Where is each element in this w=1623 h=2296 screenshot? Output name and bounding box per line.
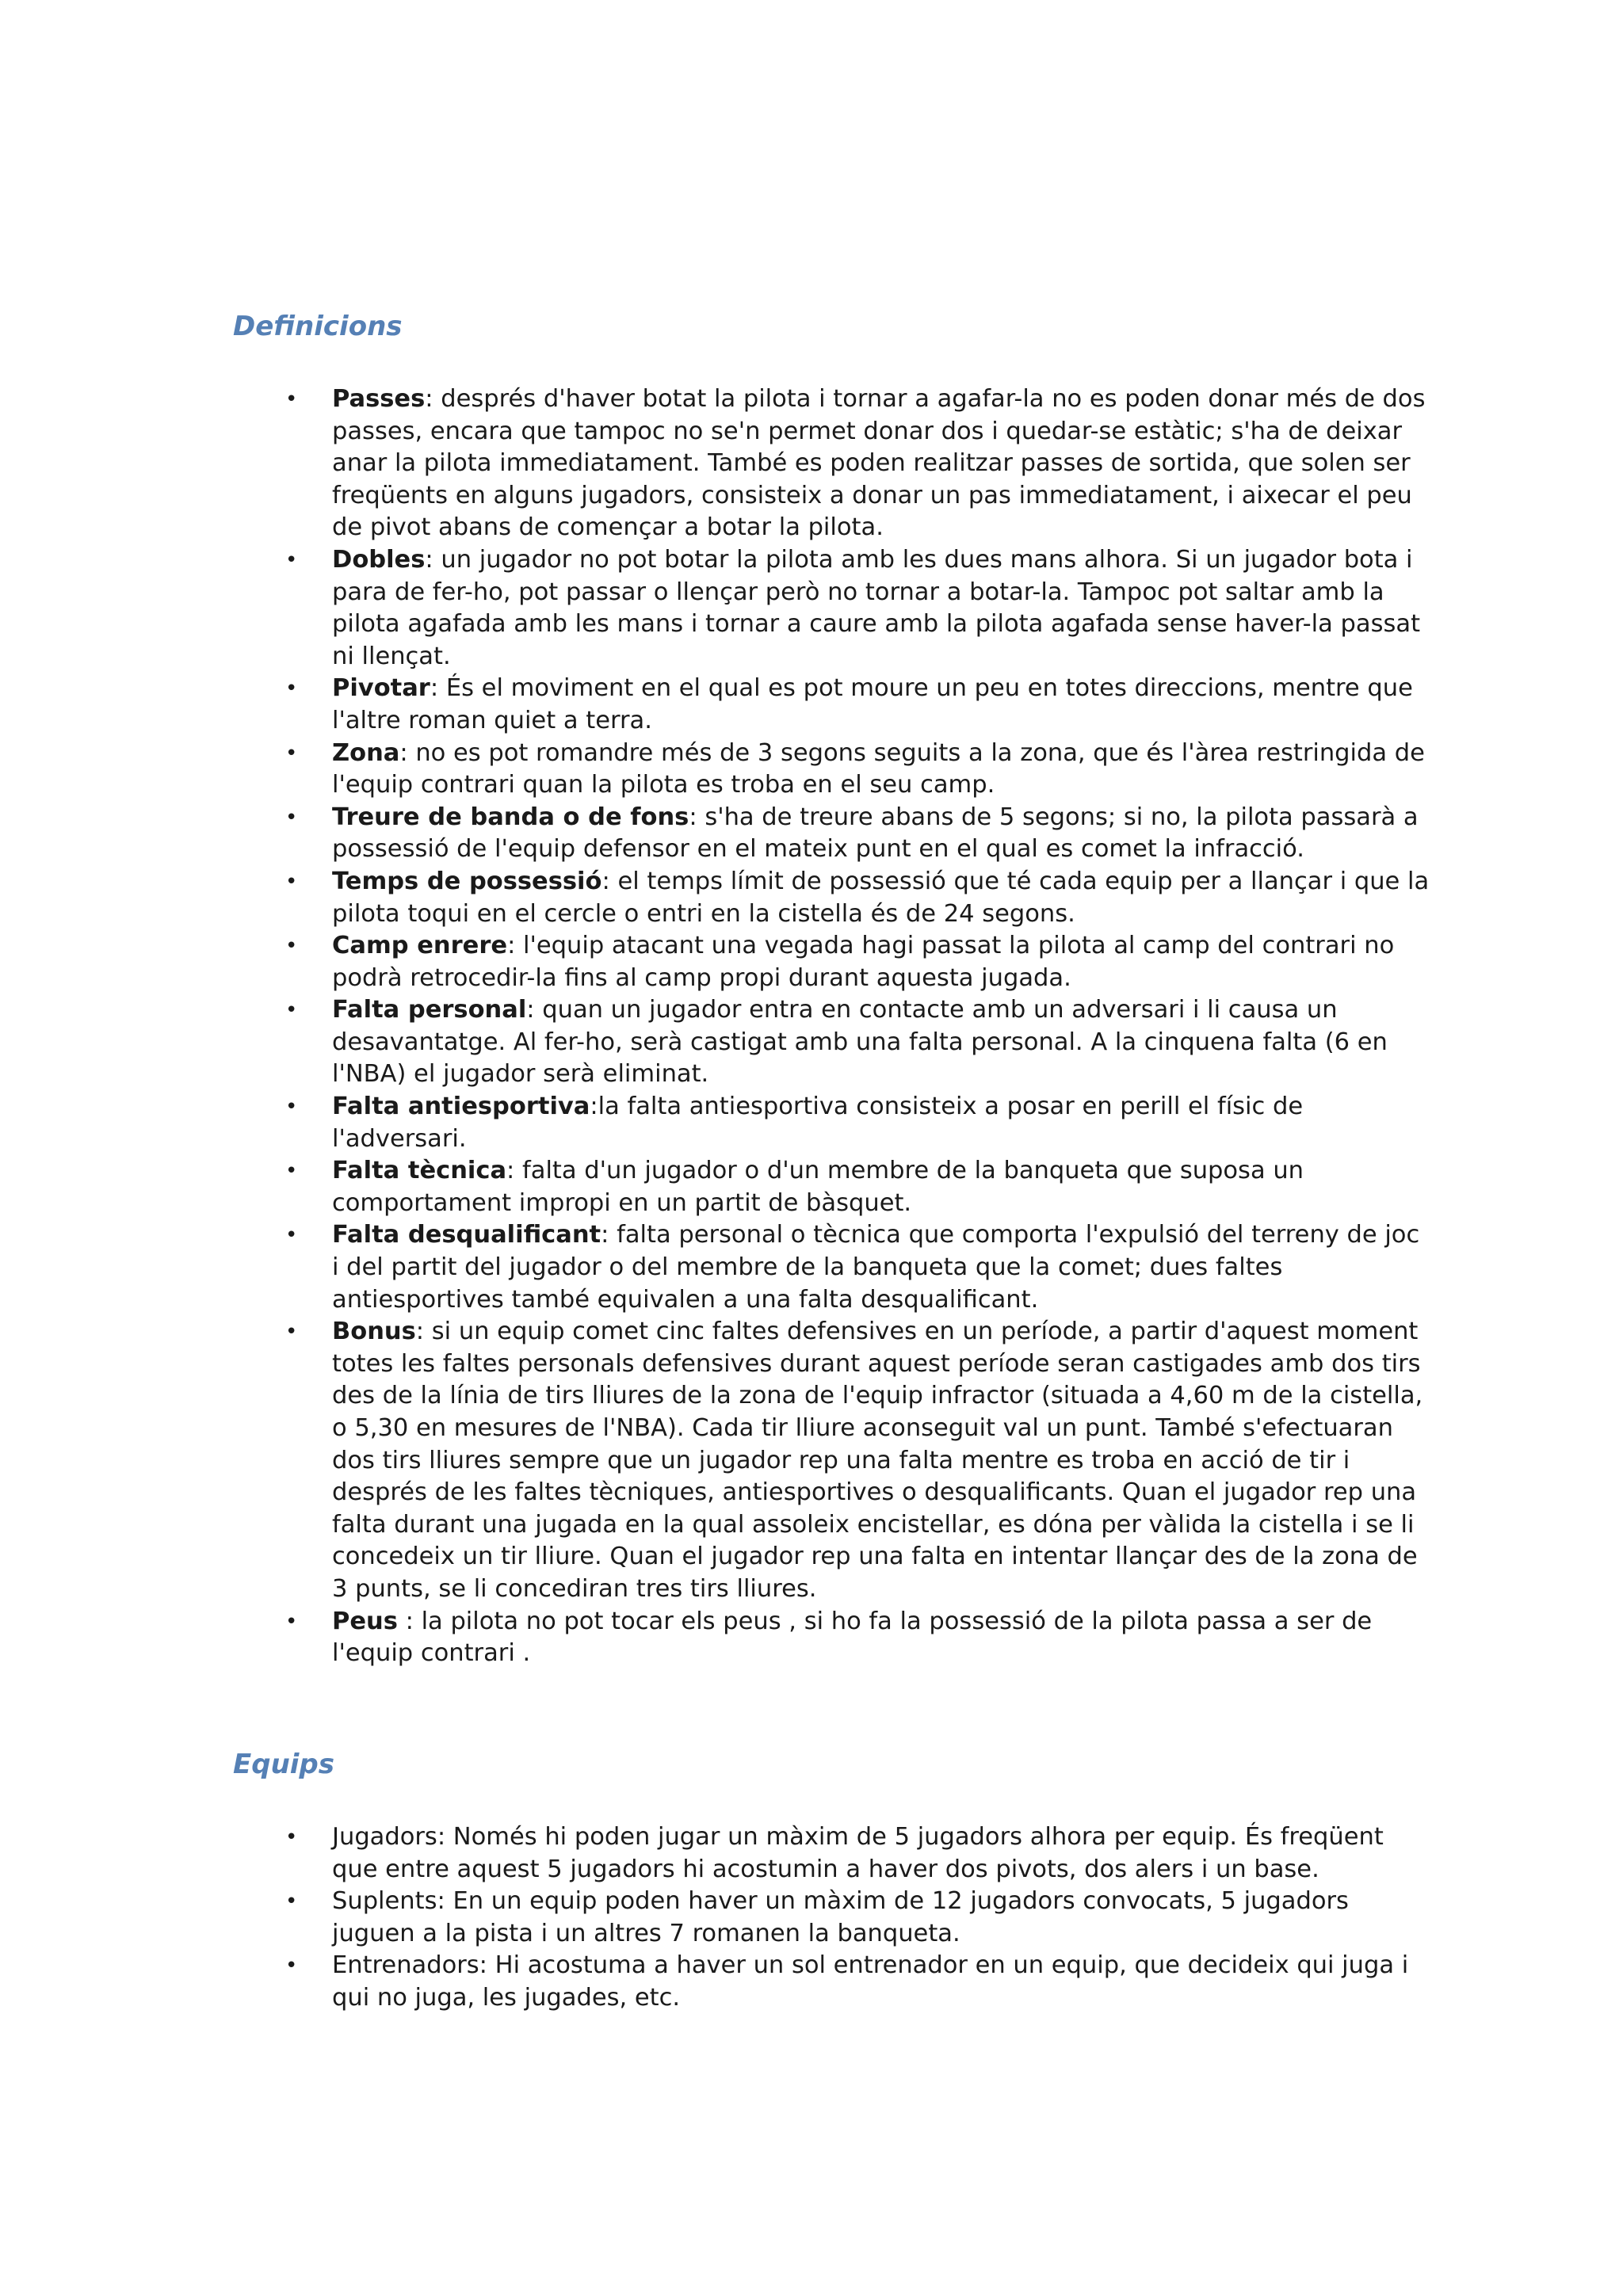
team-item <box>233 1821 1434 1886</box>
bullet-icon: • <box>285 934 298 959</box>
bullet-icon: • <box>285 1159 298 1184</box>
definition-text: : el temps límit de possessió que té cada equip per a llançar i que la pilota toqui en el cercle o entri en la cistella és de 24 segons. <box>332 867 1430 928</box>
bullet-icon: • <box>285 1609 298 1634</box>
team-item-text: Entrenadors: Hi acostuma a haver un sol entrenador en un equip, que decideix qui juga i qui no juga, les jugades, etc. <box>332 1951 1409 2012</box>
definition-term: Bonus <box>332 1318 416 1346</box>
bullet-icon: • <box>285 741 298 765</box>
definition-item <box>233 994 1434 1091</box>
definition-term: Temps de possessió <box>332 867 602 895</box>
bullet-icon: • <box>285 869 298 894</box>
definition-item <box>233 1091 1434 1155</box>
team-item <box>233 1886 1434 1950</box>
bullet-icon: • <box>285 805 298 830</box>
definition-text: : falta personal o tècnica que comporta l'expulsió del terreny de joc i del partit del jugador o del membre de la banqueta que la comet; dues faltes antiesportives també equivalen a una falta desqualificant. <box>332 1221 1420 1314</box>
team-item-text: Suplents: En un equip poden haver un màxim de 12 jugadors convocats, 5 jugadors juguen a la pista i un altres 7 romanen la banqueta. <box>332 1887 1349 1947</box>
definition-term: Treure de banda o de fons <box>332 803 689 831</box>
definition-term: Falta antiesportiva <box>332 1093 590 1121</box>
definition-item <box>233 802 1434 866</box>
definition-item <box>233 1606 1434 1670</box>
definition-item <box>233 1219 1434 1316</box>
definition-text: : un jugador no pot botar la pilota amb les dues mans alhora. Si un jugador bota i para de fer-ho, pot passar o llençar però no tornar a botar-la. Tampoc pot saltar amb la pilota agafada amb les mans i tornar a caure amb la pilota agafada sense haver-la passat ni llençat. <box>332 545 1421 670</box>
definition-term: Dobles <box>332 545 426 574</box>
bullet-icon: • <box>285 387 298 411</box>
definition-term: Falta tècnica <box>332 1157 507 1185</box>
definition-text: : falta d'un jugador o d'un membre de la banqueta que suposa un comportament impropi en un partit de bàsquet. <box>332 1157 1304 1217</box>
definition-item <box>233 1316 1434 1605</box>
teams-list <box>233 1821 1422 2015</box>
definition-item <box>233 866 1434 930</box>
definition-term: Camp enrere <box>332 932 508 960</box>
definitions-list <box>233 383 1430 1670</box>
bullet-icon: • <box>285 998 298 1023</box>
definition-text: : quan un jugador entra en contacte amb un adversari i li causa un desavantatge. Al fer-ho, serà castigat amb una falta personal. A la cinquena falta (6 en l'NBA) el jugador serà eliminat. <box>332 996 1388 1089</box>
definition-term: Falta desqualificant <box>332 1221 601 1249</box>
definition-term: Pivotar <box>332 674 430 703</box>
definition-item <box>233 738 1434 802</box>
team-item-text: Jugadors: Només hi poden jugar un màxim de 5 jugadors alhora per equip. És freqüent que entre aquest 5 jugadors hi acostumin a haver dos pivots, dos alers i un base. <box>332 1823 1384 1883</box>
section-heading-equips: Equips <box>233 1749 334 1780</box>
bullet-icon: • <box>285 547 298 572</box>
definition-item <box>233 673 1434 737</box>
definition-item <box>233 930 1434 994</box>
definition-text: : la pilota no pot tocar els peus , si ho fa la possessió de la pilota passa a ser de l'equip contrari . <box>332 1607 1373 1668</box>
team-item <box>233 1950 1434 2014</box>
definition-term: Passes <box>332 385 426 413</box>
definition-text: : després d'haver botat la pilota i tornar a agafar-la no es poden donar més de dos passes, encara que tampoc no se'n permet donar dos i quedar-se estàtic; s'ha de deixar anar la pilota immediatament. També es poden realitzar passes de sortida, que solen ser freqüents en alguns jugadors, consisteix a donar un pas immediatament, i aixecar el peu de pivot abans de començar a botar la pilota. <box>332 385 1426 542</box>
definition-item <box>233 383 1434 544</box>
definition-term: Zona <box>332 738 400 767</box>
definition-text: : l'equip atacant una vegada hagi passat la pilota al camp del contrari no podrà retrocedir-la fins al camp propi durant aquesta jugada. <box>332 932 1395 992</box>
bullet-icon: • <box>285 1320 298 1344</box>
bullet-icon: • <box>285 1890 298 1914</box>
definition-term: Falta personal <box>332 996 527 1024</box>
definition-item <box>233 544 1434 673</box>
bullet-icon: • <box>285 1223 298 1248</box>
definition-item <box>233 1155 1434 1219</box>
definition-text: : És el moviment en el qual es pot moure un peu en totes direccions, mentre que l'altre roman quiet a terra. <box>332 674 1413 734</box>
section-heading-definicions: Definicions <box>233 311 403 342</box>
definition-text: :la falta antiesportiva consisteix a posar en perill el físic de l'adversari. <box>332 1093 1304 1153</box>
definition-text: : si un equip comet cinc faltes defensives en un període, a partir d'aquest moment totes les faltes personals defensives durant aquest període seran castigades amb dos tirs des de la línia de tirs lliures de la zona de l'equip infractor (situada a 4,60 m de la cistella, o 5,30 en mesures de l'NBA). Cada tir lliure aconseguit val un punt. També s'efectuaran dos tirs lliures sempre que un jugador rep una falta mentre es troba en acció de tir i després de les faltes tècniques, antiesportives o desqualificants. Quan el jugador rep una falta durant una jugada en la qual assoleix encistellar, es dóna per vàlida la cistella i se li concedeix un tir lliure. Quan el jugador rep una falta en intentar llançar des de la zona de 3 punts, se li concediran tres tirs lliures. <box>332 1318 1423 1603</box>
definition-term: Peus <box>332 1607 398 1635</box>
definition-text: : no es pot romandre més de 3 segons seguits a la zona, que és l'àrea restringida de l'equip contrari quan la pilota es troba en el seu camp. <box>332 738 1425 799</box>
bullet-icon: • <box>285 1954 298 1978</box>
bullet-icon: • <box>285 1095 298 1119</box>
bullet-icon: • <box>285 677 298 701</box>
bullet-icon: • <box>285 1825 298 1849</box>
definition-text: : s'ha de treure abans de 5 segons; si no, la pilota passarà a possessió de l'equip defensor en el mateix punt en el qual es comet la infracció. <box>332 803 1419 864</box>
